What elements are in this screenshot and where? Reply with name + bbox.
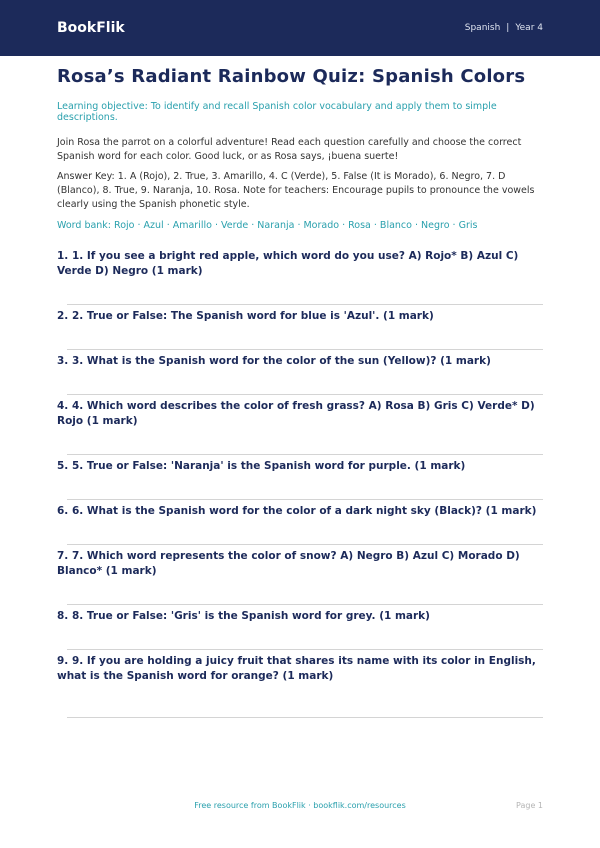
- answer-line-4: [67, 454, 543, 455]
- question-8: 8. 8. True or False: 'Gris' is the Spanish word for grey. (1 mark): [57, 610, 430, 622]
- question-3: 3. 3. What is the Spanish word for the color of the sun (Yellow)? (1 mark): [57, 355, 491, 367]
- page-number: Page 1: [516, 801, 543, 810]
- intro-text: Join Rosa the parrot on a colorful adventure! Read each question carefully and choose the correct Spanish word for each color. Good luck, or as Rosa says, ¡buena suerte!: [57, 137, 522, 162]
- word-bank: Word bank: Rojo · Azul · Amarillo · Verde · Naranja · Morado · Rosa · Blanco · Negro · Gris: [57, 220, 478, 231]
- meta-separator: |: [506, 23, 510, 33]
- answer-line-2: [67, 349, 543, 350]
- answer-line-8: [67, 649, 543, 650]
- footer-credit: Free resource from BookFlik · bookflik.com/resources: [194, 801, 406, 810]
- answer-line-1: [67, 304, 543, 305]
- answer-line-9: [67, 717, 543, 718]
- question-9: 9. 9. If you are holding a juicy fruit that shares its name with its color in English, what is the Spanish word for orange? (1 mark): [57, 655, 536, 682]
- question-list: [57, 249, 543, 718]
- page-title: Rosa’s Radiant Rainbow Quiz: Spanish Colors: [57, 66, 526, 87]
- learning-objective: Learning objective: To identify and recall Spanish color vocabulary and apply them to simple descriptions.: [57, 101, 497, 123]
- answer-line-3: [67, 394, 543, 395]
- header-meta: [465, 23, 543, 33]
- answer-line-6: [67, 544, 543, 545]
- question-2: 2. 2. True or False: The Spanish word for blue is 'Azul'. (1 mark): [57, 310, 434, 322]
- answer-line-7: [67, 604, 543, 605]
- page-header: [0, 0, 600, 56]
- question-1: 1. 1. If you see a bright red apple, which word do you use? A) Rojo* B) Azul C) Verde D) Negro (1 mark): [57, 250, 519, 277]
- question-5: 5. 5. True or False: 'Naranja' is the Spanish word for purple. (1 mark): [57, 460, 466, 472]
- worksheet-content: [0, 66, 600, 718]
- brand-logo: BookFlik: [57, 20, 125, 36]
- question-4: 4. 4. Which word describes the color of fresh grass? A) Rosa B) Gris C) Verde* D) Rojo (1 mark): [57, 400, 535, 427]
- question-6: 6. 6. What is the Spanish word for the color of a dark night sky (Black)? (1 mark): [57, 505, 537, 517]
- question-7: 7. 7. Which word represents the color of snow? A) Negro B) Azul C) Morado D) Blanco* (1 mark): [57, 550, 520, 577]
- year-label: Year 4: [515, 23, 543, 33]
- subject-label: Spanish: [464, 23, 501, 33]
- answer-key: Answer Key: 1. A (Rojo), 2. True, 3. Amarillo, 4. C (Verde), 5. False (It is Morado), 6. Negro, 7. D (Blanco), 8. True, 9. Naranja, 10. Rosa. Note for teachers: Encourage pupils to pronounce the vowels clearly using the Spanish phonetic style.: [57, 171, 535, 210]
- answer-line-5: [67, 499, 543, 500]
